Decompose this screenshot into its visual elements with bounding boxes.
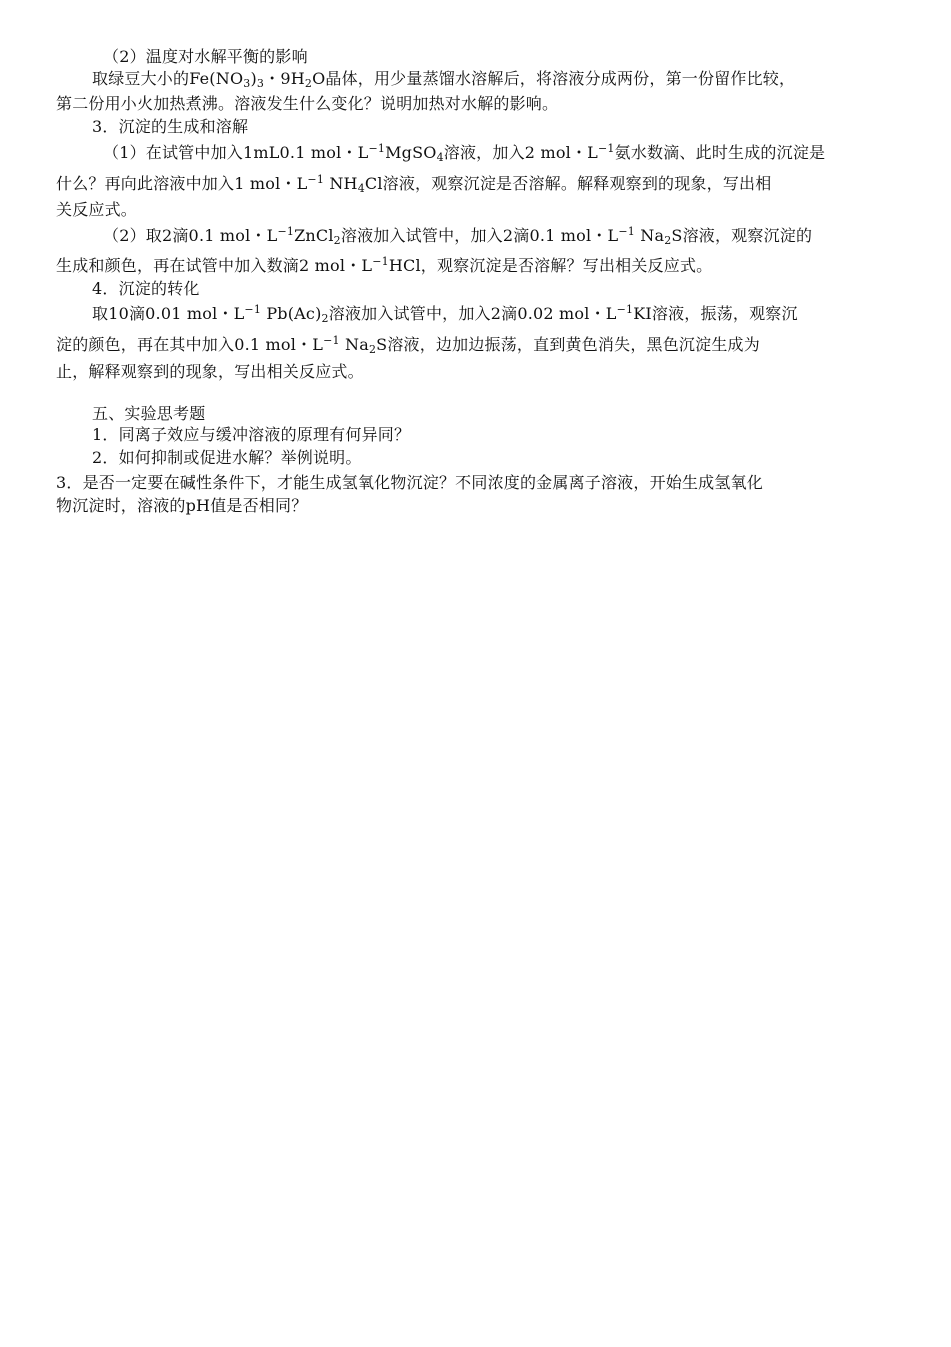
section-heading-questions: 五、实验思考题 xyxy=(92,404,206,423)
paragraph-line: 关反应式。 xyxy=(56,200,138,219)
paragraph-line: 取10滴0.01 mol・$L^{-1}$ $Pb(Ac)_2$溶液加入试管中，加入2滴0.02 mol・$L^{-1}KI$溶液，振荡，观察沉 xyxy=(92,303,798,325)
paragraph-line: （2）取2滴0.1 mol・$L^{-1}ZnCl_2$溶液加入试管中，加入2滴0.1 mol・$L^{-1}$ $Na_2S$溶液，观察沉淀的 xyxy=(103,225,813,247)
paragraph-line: 止，解释观察到的现象，写出相关反应式。 xyxy=(56,362,364,381)
paragraph-line: 什么？再向此溶液中加入1 mol・$L^{-1}$ $NH_4Cl$溶液，观察沉淀是否溶解。解释观察到的现象，写出相 xyxy=(56,173,772,195)
paragraph-line: 生成和颜色，再在试管中加入数滴2 mol・$L^{-1}HCl$，观察沉淀是否溶解？写出相关反应式。 xyxy=(56,255,713,275)
question-item: 3．是否一定要在碱性条件下，才能生成氢氧化物沉淀？不同浓度的金属离子溶液，开始生成氢氧化 xyxy=(56,473,763,492)
section-heading-conversion: 4．沉淀的转化 xyxy=(92,279,200,298)
paragraph-line: （1）在试管中加入1mL0.1 mol・$L^{-1}MgSO_4$溶液，加入2 mol・$L^{-1}$氨水数滴、此时生成的沉淀是 xyxy=(103,142,826,164)
question-item: 1．同离子效应与缓冲溶液的原理有何异同？ xyxy=(92,425,411,444)
question-item-continuation: 物沉淀时，溶液的pH值是否相同？ xyxy=(56,496,308,515)
paragraph-line: 取绿豆大小的$Fe(NO_3)_3$・$9H_2O$晶体，用少量蒸馏水溶解后，将溶液分成两份，第一份留作比较， xyxy=(92,69,796,90)
question-item: 2．如何抑制或促进水解？举例说明。 xyxy=(92,448,362,467)
section-heading-precipitation: 3．沉淀的生成和溶解 xyxy=(92,117,249,136)
paragraph-line: 淀的颜色，再在其中加入0.1 mol・$L^{-1}$ $Na_2S$溶液，边加边振荡，直到黄色消失，黑色沉淀生成为 xyxy=(56,334,760,356)
subsection-heading-temperature: （2）温度对水解平衡的影响 xyxy=(103,47,308,66)
paragraph-line: 第二份用小火加热煮沸。溶液发生什么变化？说明加热对水解的影响。 xyxy=(56,94,559,113)
